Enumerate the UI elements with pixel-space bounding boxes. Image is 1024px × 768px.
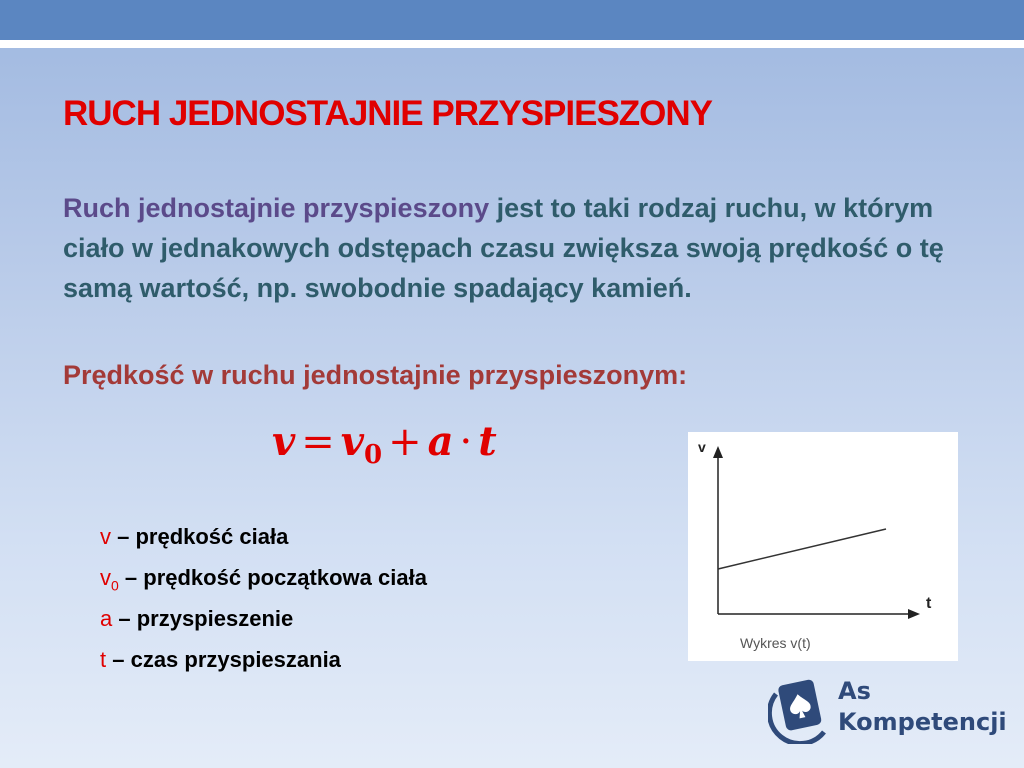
x-axis-label: t (926, 595, 932, 612)
formula-t: t (478, 418, 497, 465)
definition-symbol-base: v (100, 565, 111, 590)
formula-v0: v (340, 418, 365, 465)
definition-symbol: v (100, 524, 111, 549)
formula-a: a (427, 418, 454, 465)
definition-text: – przyspieszenie (112, 606, 294, 631)
definition-paragraph (63, 188, 973, 308)
formula-equals: = (301, 419, 335, 465)
y-axis-arrow (713, 446, 723, 458)
symbol-definitions (100, 520, 427, 684)
graph-caption: Wykres v(t) (740, 635, 811, 651)
graph-svg (688, 432, 958, 661)
velocity-subheading: Prędkość w ruchu jednostajnie przyspieszonym: (63, 360, 688, 390)
as-kompetencji-logo (768, 672, 1008, 752)
velocity-line (718, 529, 886, 569)
definition-item (100, 643, 427, 684)
paragraph-highlight: Ruch jednostajnie przyspieszony (63, 193, 490, 223)
definition-symbol: a (100, 606, 113, 631)
definition-text: – czas przyspieszania (106, 647, 341, 672)
logo-text (838, 676, 1007, 738)
spade-card-icon (768, 672, 832, 744)
slide-title: RUCH JEDNOSTAJNIE PRZYSPIESZONY (63, 94, 713, 133)
definition-item (100, 561, 427, 602)
logo-line-1: As (838, 677, 871, 705)
x-axis-arrow (908, 609, 920, 619)
definition-symbol: t (100, 647, 107, 672)
definition-text: – prędkość początkowa ciała (118, 565, 427, 590)
formula-v: v (272, 418, 296, 465)
definition-symbol (100, 565, 119, 594)
definition-item (100, 602, 427, 643)
velocity-time-graph (688, 432, 958, 661)
top-divider (0, 40, 1024, 48)
paragraph-rest: jest to taki rodzaj ruchu, w którym ciało w jednakowych odstępach czasu zwiększa swoją prędkość o tę samą wartość, np. swobodnie spadający kamień. (63, 193, 944, 303)
y-axis-label: v (698, 439, 706, 455)
top-bar (0, 0, 1024, 40)
definition-symbol-subscript: 0 (111, 577, 119, 594)
definition-text: – prędkość ciała (111, 524, 289, 549)
velocity-formula (272, 418, 497, 470)
formula-plus: + (388, 419, 422, 465)
definition-item (100, 520, 427, 561)
formula-dot: · (459, 419, 473, 465)
logo-line-2: Kompetencji (838, 708, 1007, 736)
formula-v0-subscript: 0 (364, 440, 383, 470)
